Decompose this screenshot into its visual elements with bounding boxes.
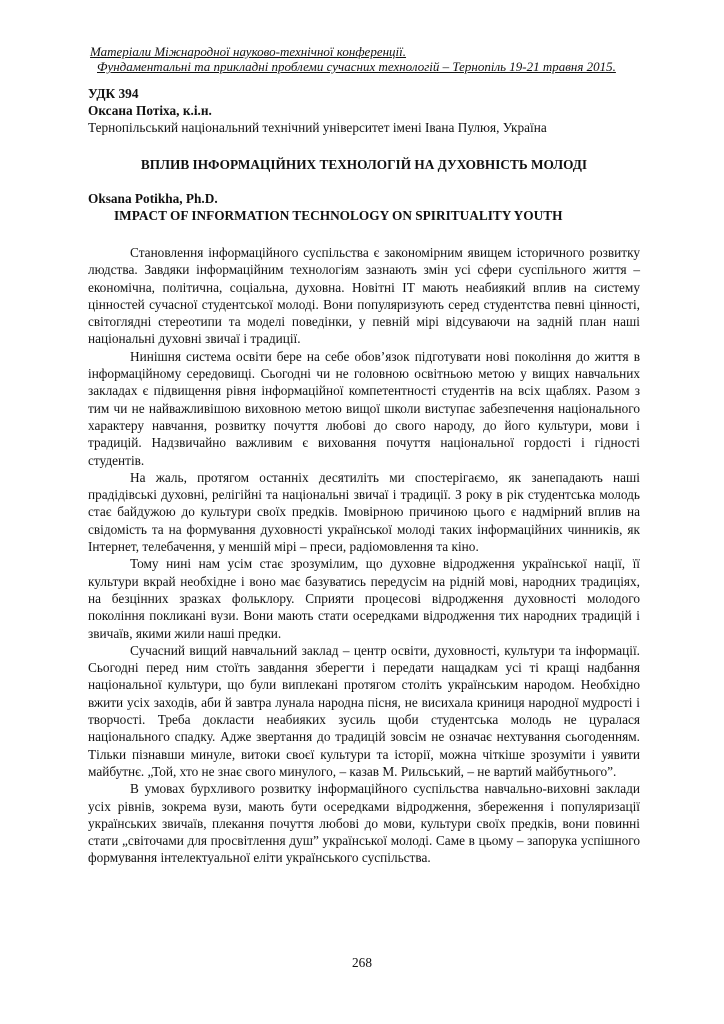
- conference-header-line-2: Фундаментальні та прикладні проблеми сучасних технологій – Тернопіль 19-21 травня 2015.: [97, 59, 616, 74]
- body-paragraph: Сучасний вищий навчальний заклад – центр освіти, духовності, культури та інформації. Сьогодні перед ним стоїть завдання зберегти і передати нащадкам усі ті кращі надбання національної культури, що були виплекані протягом століть українським народом. Необхідно вжити усіх заходів, аби й завтра лунала народна пісня, не висихала криниця народної мудрості і творчості. Треба докласти неабияких зусиль щоби студентська молодь не цуралася національного спадку. Адже звертання до традицій зовсім не означає нехтування сьогоденням. Тільки пізнавши минуле, витоки своєї культури та історії, можна чіткіше зрозуміти і уявити майбутнє. „Той, хто не знає свого минулого, – казав М. Рильський, – не вартий майбутнього”.: [88, 642, 640, 779]
- article-title-ukrainian: ВПЛИВ ІНФОРМАЦІЙНИХ ТЕХНОЛОГІЙ НА ДУХОВНІСТЬ МОЛОДІ: [140, 157, 588, 172]
- body-paragraph: Нинішня система освіти бере на себе обов’язок підготувати нові покоління до життя в інформаційному середовищі. Сьогодні чи не головною освітньою метою у вищих навчальних закладах є підвищення рівня інформаційної компетентності студентів на всіх щаблях. Разом з тим чи не найважливішою виховною метою вищої школи виступає забезпечення національного характеру навчання, розвитку почуття любові до свого народу, до його культури, мови і традицій. Надзвичайно важливим є виховання почуття національної гордості і гідності студентів.: [88, 348, 640, 468]
- author-ukrainian: Оксана Потіха, к.і.н.: [88, 103, 212, 118]
- article-body: [88, 244, 640, 867]
- author-affiliation: Тернопільський національний технічний університет імені Івана Пулюя, Україна: [88, 120, 547, 135]
- page-number: 268: [352, 955, 372, 970]
- body-paragraph: Тому нині нам усім стає зрозумілим, що духовне відродження української нації, її культури вкрай необхідне і воно має базуватись передусім на рідній мові, народних традиціях, на безцінних зразках фольклору. Сприяти процесові відродження духовності молодого покоління покликані вузи. Вони мають стати осередками відродження тих народних традицій і звичаїв, якими жили наші предки.: [88, 556, 640, 641]
- udc-code: УДК 394: [88, 86, 139, 101]
- article-page: [88, 44, 640, 867]
- conference-header-line-1: Матеріали Міжнародної науково-технічної конференції.: [90, 44, 407, 59]
- body-paragraph: Становлення інформаційного суспільства є закономірним явищем історичного розвитку людства. Завдяки інформаційним технологіям зазнають змін усі сфери суспільного життя – економічна, політична, соціальна, духовна. Новітні ІТ мають неабиякий вплив на систему цінностей сучасної студентської молоді. Вони популяризують серед студентства певні цінності, світоглядні стереотипи та моделі поведінки, у певній мірі відсуваючи на задній план наші національні духовні звичаї і традиції.: [88, 245, 640, 347]
- author-english: Oksana Potikha, Ph.D.: [88, 191, 218, 206]
- body-paragraph: В умовах бурхливого розвитку інформаційного суспільства навчально-виховні заклади усіх рівнів, зокрема вузи, мають бути осередками відродження, збереження і популяризації українських звичаїв, плекання почуття любові до мови, культури своїх предків, вони повинні стати „світочами для просвітлення душ” української молоді. Саме в цьому – запорука успішного формування інтелектуальної еліти українського суспільства.: [88, 781, 640, 866]
- article-title-english: IMPACT OF INFORMATION TECHNOLOGY ON SPIRITUALITY YOUTH: [114, 208, 563, 223]
- body-paragraph: На жаль, протягом останніх десятиліть ми спостерігаємо, як занепадають наші прадідівські духовні, релігійні та національні звичаї і традиції. З року в рік студентська молодь стає байдужою до культури своїх предків. Імовірною причиною цього є надмірний вплив на свідомість та на формування духовності української молоді таких інформаційних чинників, як Інтернет, телебачення, у меншій мірі – преси, радіомовлення та кіно.: [88, 469, 640, 555]
